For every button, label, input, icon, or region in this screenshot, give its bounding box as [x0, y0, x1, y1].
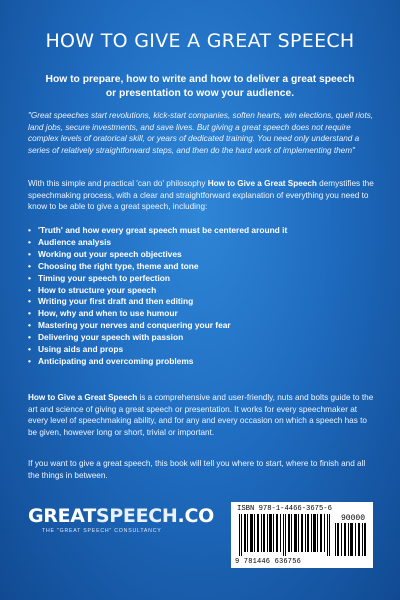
- barcode-icon: [239, 514, 331, 556]
- price-code: 90000: [340, 514, 365, 523]
- isbn-text: ISBN 978-1-4466-3675-6: [237, 505, 332, 513]
- subtitle: How to prepare, how to write and how to deliver a great speech or presentation to wow your audience.: [45, 74, 355, 99]
- intro-book-title: How to Give a Great Speech: [207, 179, 317, 188]
- logo-tagline: THE "GREAT SPEECH" CONSULTANCY: [42, 528, 162, 534]
- logo-part-great: GREAT: [28, 505, 96, 527]
- list-item: • How to structure your speech: [28, 285, 287, 297]
- list-item: • Using aids and props: [28, 344, 287, 356]
- list-item: • Writing your first draft and then editing: [28, 296, 287, 308]
- publisher-logo: [28, 505, 214, 534]
- barcode-box: [231, 502, 373, 568]
- list-item: • Mastering your nerves and conquering your fear: [28, 320, 287, 332]
- ean-number: 9 781446 636756: [235, 558, 302, 566]
- logo-wordmark: [28, 505, 214, 527]
- intro-paragraph: [28, 178, 374, 213]
- page-title: HOW TO GIVE A GREAT SPEECH: [45, 30, 355, 52]
- description-text: is a comprehensive and user-friendly, nuts and bolts guide to the art and science of giving a great speech or presentation. It works for every speechmaker at every level of speechmaking ability, and for any and every occasion on which a speech has to be given, however long or short, trivial or important.: [28, 393, 374, 437]
- intro-text-after: demystifies the speechmaking process, with a clear and straightforward explanation of everything you need to know to be able to give a great speech, including:: [28, 179, 374, 212]
- price-barcode-icon: [335, 523, 367, 556]
- list-item: • How, why and when to use humour: [28, 308, 287, 320]
- list-item: • Working out your speech objectives: [28, 249, 287, 261]
- closing-paragraph: If you want to give a great speech, this book will tell you where to start, where to finish and all the things in between.: [28, 459, 366, 480]
- list-item: • Choosing the right type, theme and tone: [28, 261, 287, 273]
- list-item: • Anticipating and overcoming problems: [28, 356, 287, 368]
- list-item: • Timing your speech to perfection: [28, 273, 287, 285]
- logo-part-co: .CO: [177, 505, 214, 527]
- description-paragraph: [28, 392, 374, 438]
- list-item: • Audience analysis: [28, 237, 287, 249]
- logo-part-speech: SPEECH: [95, 505, 178, 527]
- feature-list: [28, 225, 287, 368]
- quote-paragraph: "Great speeches start revolutions, kick-start companies, soften hearts, win elections, quell riots, land jobs, secure investments, and save lives. But giving a great speech does not require complex levels of oratorical skill, or years of dedicated training. You need only understand a series of relatively straightforward steps, and then do the hard work of implementing them": [28, 111, 374, 155]
- list-item: • Delivering your speech with passion: [28, 332, 287, 344]
- description-book-title: How to Give a Great Speech: [28, 393, 138, 402]
- list-item: • 'Truth' and how every great speech must be centered around it: [28, 225, 287, 237]
- intro-text-before: With this simple and practical 'can do' philosophy: [28, 179, 208, 188]
